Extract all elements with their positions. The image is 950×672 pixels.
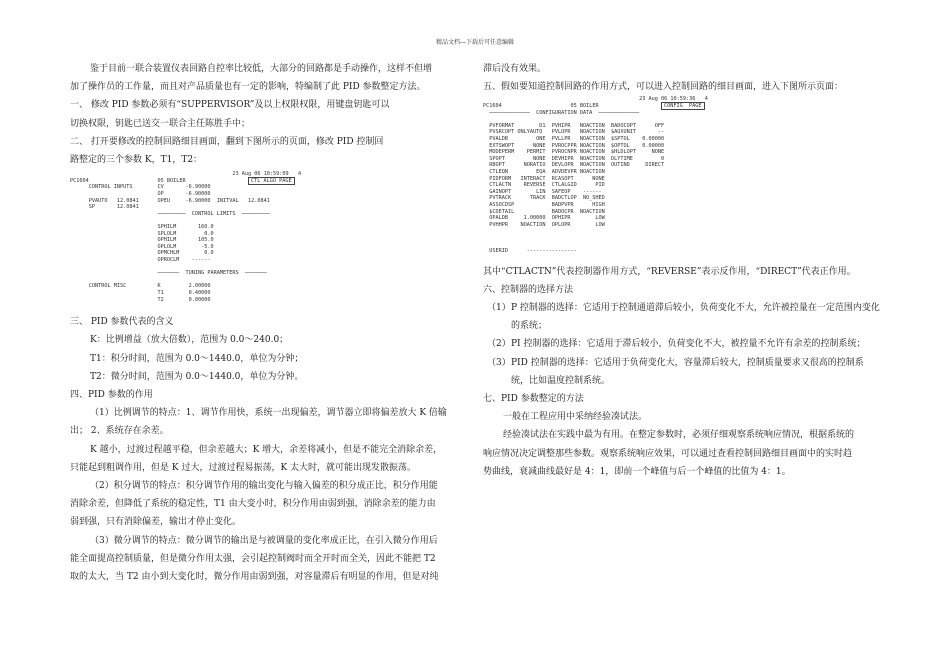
item5-line: 五、假如要知道控制回路的作用方式，可以进入控制回路的细目画面，进入下图所示页面： <box>483 82 844 93</box>
item4-line-9: 能全面提高控制质量，但是微分作用太强，会引起控制阀时而全开时而全关，因此不能把 T2 <box>70 553 436 564</box>
item7-line-3: 响应情况决定调整那些参数。观察系统响应效果，可以通过查看控制回路细目画面中的实时趋 <box>483 448 853 459</box>
item1-line-1: 一、 修改 PID 参数必须有“SUPPERVISOR”及以上权限权限，用键盘钥匙可以 <box>70 100 390 111</box>
item4-line-2: 出； 2、系统存在余差。 <box>70 426 169 437</box>
item4-line-10: 取的太大，当 T2 由小到大变化时，微分作用由弱到强，对容量滞后有明显的作用，但是对纯 <box>70 571 439 582</box>
item2-line-1: 二、 打开要修改的控制回路细目画面，翻到下图所示的页面，修改 PID 控制回 <box>70 136 384 147</box>
screen2-timestamp: 23 Aug 06 10:59:36 4 <box>639 96 708 103</box>
item7-line-2: 经验凑试法在实践中最为有用。在整定参数时，必须仔细观察系统响应情况，根据系统的 <box>503 430 855 441</box>
item7-title: 七、PID 参数整定的方法 <box>483 394 584 405</box>
screen2-body: ───────────── CONFIGURATION DATA ───────────── PVFORMAT D1 PVHIPR NOACTION BADOCOPT OFF PVSRCOPT ONLYAUTO PVLOPR NOACTION $AUXUNIT -- PVALDB ONE PVLLPR NOACTION $SPTOL 0.00000 EXTSWOPT NONE PVROCPPR NOACTION $OPTOL 0.00000 MODEPERM PERMIT PVROCNPR NOACTION $HLDLOPT NONE SPOPT NONE DEVHIPR NOACTION DLYTIME 0 RBOPT NORATIO DEVLOPR NOACTION OUTIND DIRECT CTLEQN EQA ADVDEVPR NOACTION PIDFORM INTERACT RCASOPT NONE CTLACTN REVERSE CTLALGID PID GAINOPT LIN SAFEOP ------ PVTRACK TRACK BADCTLOP NO_SHED ASSOCDSP BADPVPR HIGH $CDETAIL BADOCPR NOACTION OPALDB 1.00000 OPHIPR LOW PVHHPR NOACTION OPLOPR LOW USERID ---------------- <box>489 109 665 255</box>
item4-line-6: 消除余差，但降低了系统的稳定性，T1 由大变小时，积分作用由弱到强，消除余差的能力由 <box>70 499 436 510</box>
tuning-screen <box>70 171 465 303</box>
item1-line-2: 切换权限，钥匙已送交一联合主任陈胜手中； <box>70 118 251 129</box>
screen2-title: 05 BOILER <box>570 103 599 109</box>
screen1-title: 05 BOILER <box>157 177 186 184</box>
config-page-button[interactable]: CONFIG PAGE <box>661 102 704 110</box>
item6-title: 六、控制器的选择方法 <box>483 284 574 295</box>
item7-line-1: 一般在工程应用中采纳经验凑试法。 <box>503 412 648 423</box>
page-header: 精品文档---下载后可任意编辑 <box>435 39 515 46</box>
item6-entry-3 <box>483 354 881 390</box>
intro-line-1: 鉴于目前一联合装置仪表回路自控率比较低，大部分的回路都是手动操作，这样不但增 <box>90 64 433 74</box>
item7-line-4: 势曲线，衰减曲线最好是 4：1，即前一个峰值与后一个峰值的比值为 4：1。 <box>483 466 791 477</box>
screen2-tag: PC1604 <box>483 103 502 109</box>
item4-title: 四、PID 参数的作用 <box>70 389 153 400</box>
item3-title: 三、 PID 参数代表的含义 <box>70 317 174 328</box>
item2-line-2: 路整定的三个参数 K，T1，T2： <box>70 155 203 166</box>
screen1-tag: PC1604 <box>70 177 89 184</box>
item6-entry-2-text: PI 控制器的选择：它适用于滞后较小，负荷变化不大，被控量不允许有余差的控制系统； <box>511 339 866 350</box>
config-screen <box>483 96 881 254</box>
item4-line-7: 弱到强，只有消除偏差，输出才停止变化。 <box>70 517 242 528</box>
screen1-timestamp-pad <box>70 171 232 177</box>
item4-line-3: K 越小，过渡过程越平稳，但余差越大；K 增大，余差将减小，但是不能完全消除余差， <box>90 444 443 455</box>
item6-entry-1 <box>483 299 881 335</box>
item3-line-k: K：比例增益（放大倍数），范围为 0.0～240.0； <box>90 335 289 346</box>
screen1-body: CONTROL INPUTS CV -6.90000 OP -6.90000 PVAUTO 12.0841 OPEU -6.90000 INITVAL 12.0841 SP 12.0841 ───────── CONTROL LIMITS ───────── SPHILM 160.0 SPLOLM 0.0 OPHILM 105.0 OPLOLM -5.0 OPMCHLM 0.0 OPROCLM ------ ─────── TUNING PARAMETERS ─────── CONTROL MISC K 2.00000 T1 0.40000 T2 0.00000 <box>88 184 270 303</box>
item3-line-t1: T1：积分时间，范围为 0.0～1440.0，单位为分钟； <box>90 353 304 364</box>
item6-entry-3-number: （3） <box>487 357 511 368</box>
right-column <box>483 60 881 481</box>
item6-entry-1-text: P 控制器的选择：它适用于控制通道滞后较小，负荷变化不大，允许被控量在一定范围内变化的系统； <box>511 303 880 332</box>
screen1-timestamp: 23 Aug 06 10:59:09 4 <box>232 171 302 178</box>
item4-line-4: 只能起到粗调作用，但是 K 过大，过渡过程易振荡，K 太大时，就可能出现发散振荡。 <box>70 462 417 473</box>
left-column <box>70 60 465 586</box>
item6-entry-3-text: PID 控制器的选择：它适用于负荷变化大，容量滞后较大，控制质量要求又很高的控制系统，比如温度控制系统。 <box>511 357 864 386</box>
item4-line-8: （3）微分调节的特点：微分调节的输出是与被调量的变化率成正比，在引入微分作用后 <box>90 535 438 546</box>
item6-entry-2-number: （2） <box>487 339 511 350</box>
ctl-algo-page-button[interactable]: CTL ALGO PAGE <box>248 177 295 185</box>
continuation-line: 滞后没有效果。 <box>483 64 547 74</box>
item6-entry-1-number: （1） <box>487 303 511 314</box>
ctlactn-note: 其中“CTLACTN”代表控制器作用方式，“REVERSE”表示反作用，“DIRECT”代表正作用。 <box>483 266 856 277</box>
item4-line-1: （1）比例调节的特点：1、调节作用快，系统一出现偏差，调节器立即将偏差放大 K 倍输 <box>90 408 447 419</box>
item3-line-t2: T2：微分时间，范围为 0.0～1440.0，单位为分钟。 <box>90 371 304 382</box>
screen2-timestamp-pad <box>483 96 639 102</box>
item4-line-5: （2）积分调节的特点：积分调节作用的输出变化与输入偏差的积分成正比，积分作用能 <box>90 480 438 491</box>
item6-entry-2 <box>483 335 881 353</box>
intro-line-2: 加了操作员的工作量，而且对产品质量也有一定的影响，特编制了此 PID 参数整定方法。 <box>70 82 426 93</box>
